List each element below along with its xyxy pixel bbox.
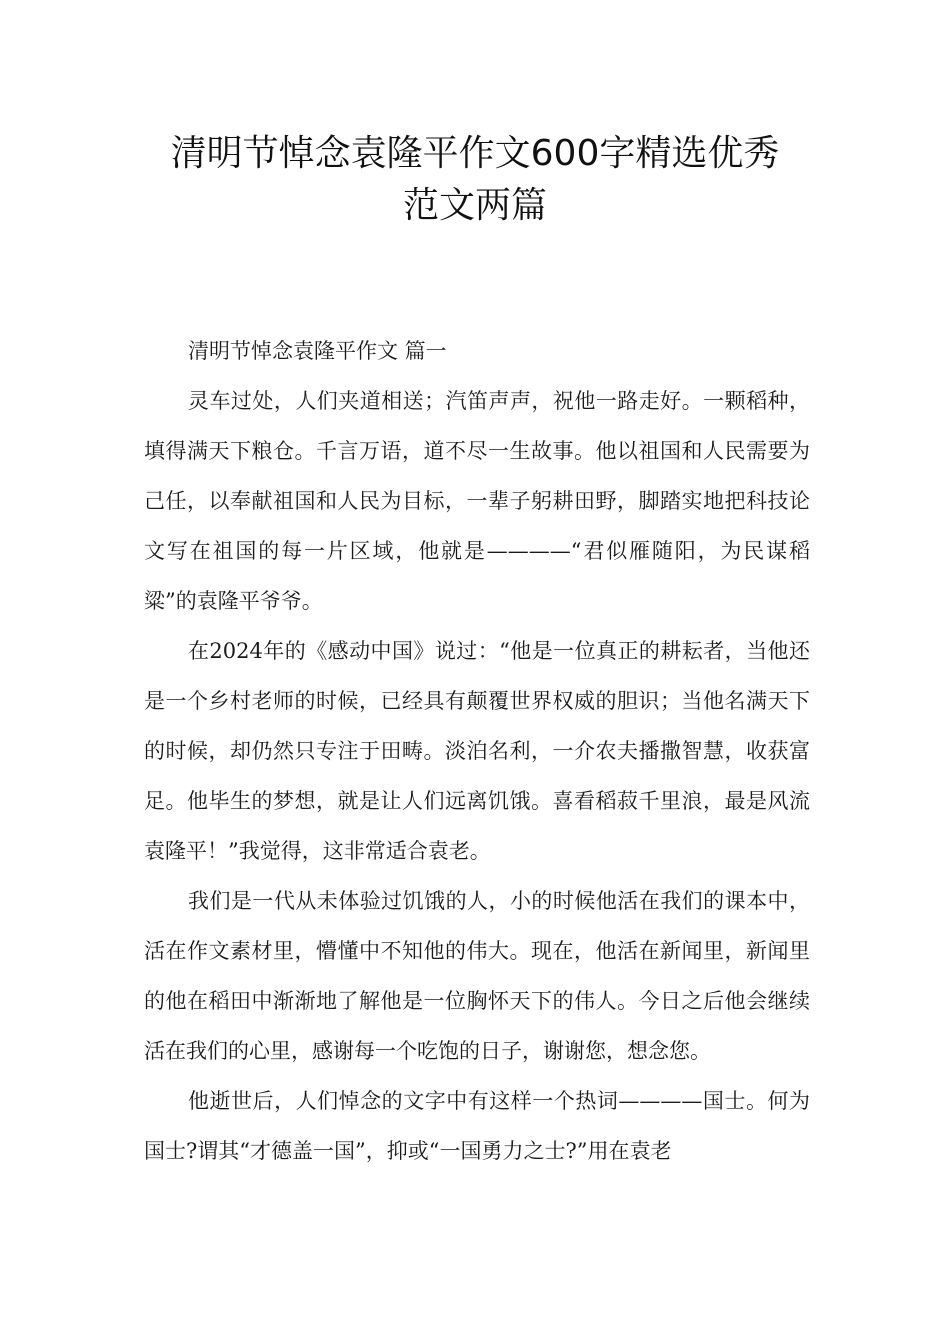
- section-heading: 清明节悼念袁隆平作文 篇一: [188, 339, 447, 363]
- paragraph: 他逝世后，人们悼念的文字中有这样一个热词————国士。何为国士?谓其“才德盖一国”，抑或“一国勇力之士?”用在袁老: [144, 1089, 810, 1163]
- title-line-2: 范文两篇: [402, 185, 547, 226]
- document-body: [144, 326, 810, 1176]
- paragraph: 在2024年的《感动中国》说过：“他是一位真正的耕耘者，当他还是一个乡村老师的时候，已经具有颠覆世界权威的胆识；当他名满天下的时候，却仍然只专注于田畴。淡泊名利，一介农夫播撒智慧，收获富足。他毕生的梦想，就是让人们远离饥饿。喜看稻菽千里浪，最是风流袁隆平！”我觉得，这非常适合袁老。: [144, 639, 810, 863]
- paragraph: 灵车过处，人们夹道相送；汽笛声声，祝他一路走好。一颗稻种，填得满天下粮仓。千言万语，道不尽一生故事。他以祖国和人民需要为己任，以奉献祖国和人民为目标，一辈子躬耕田野，脚踏实地把科技论文写在祖国的每一片区域，他就是————“君似雁随阳，为民谋稻粱”的袁隆平爷爷。: [144, 389, 810, 613]
- document-title: [120, 128, 830, 232]
- paragraph: 我们是一代从未体验过饥饿的人，小的时候他活在我们的课本中，活在作文素材里，懵懂中不知他的伟大。现在，他活在新闻里，新闻里的他在稻田中渐渐地了解他是一位胸怀天下的伟人。今日之后他会继续活在我们的心里，感谢每一个吃饱的日子，谢谢您，想念您。: [144, 889, 810, 1063]
- title-line-1: 清明节悼念袁隆平作文600字精选优秀: [170, 133, 780, 174]
